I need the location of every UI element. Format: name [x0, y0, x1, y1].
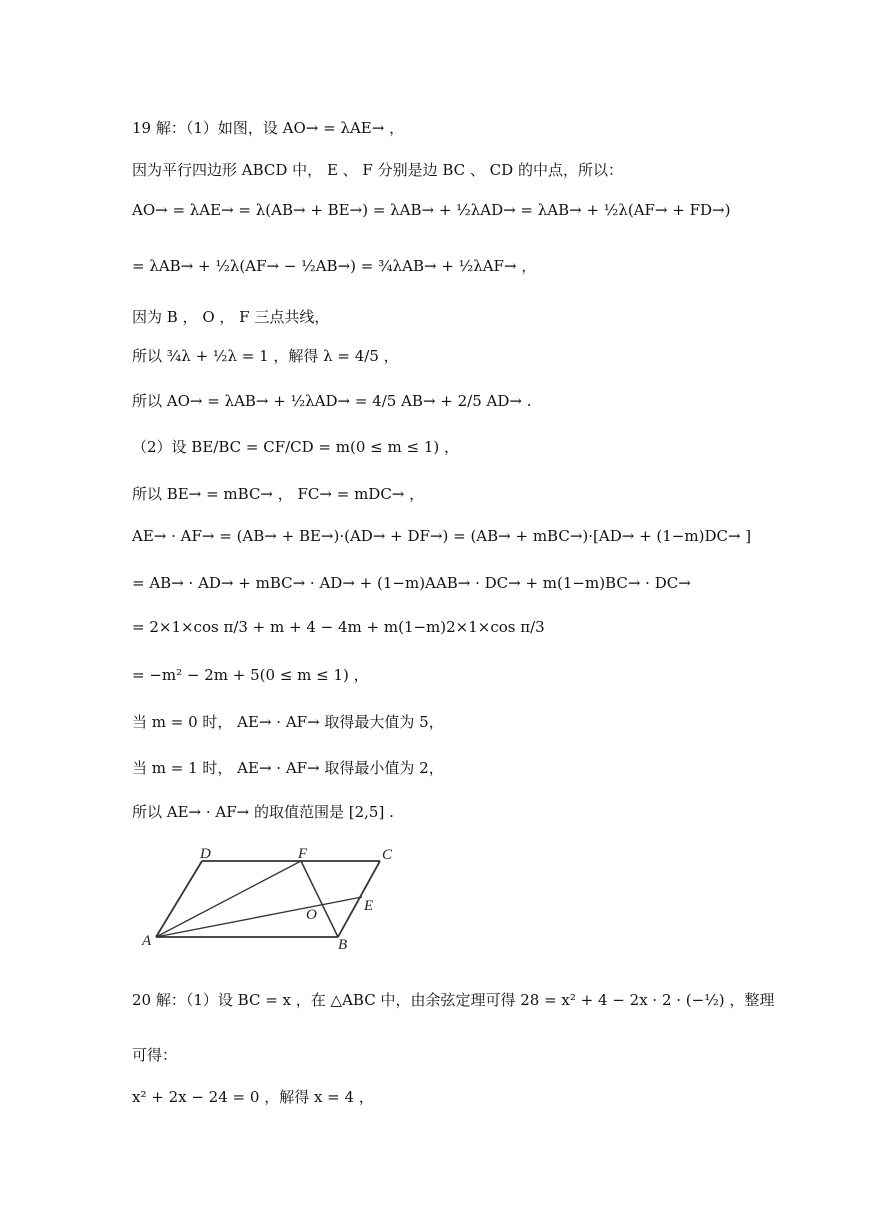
text-line: 可得：	[132, 1046, 178, 1064]
segment-AE	[156, 897, 362, 937]
text-line: 当 m = 0 时， AE→ · AF→ 取得最大值为 5，	[132, 713, 444, 731]
text-line: 所以 AE→ · AF→ 的取值范围是 [2,5] .	[132, 803, 394, 821]
text-line: 所以 ¾λ + ½λ = 1 ，解得 λ = 4/5 ，	[132, 347, 399, 365]
text-line: 因为 B ， O ， F 三点共线，	[132, 308, 330, 326]
text-line: 20 解：（1）设 BC = x ，在 △ABC 中，由余弦定理可得 28 = x² + 4 − 2x · 2 · (−½) ，整理	[132, 991, 775, 1009]
side-BC	[338, 861, 380, 937]
text-line: = λAB→ + ½λ(AF→ − ½AB→) = ¾λAB→ + ½λAF→ ，	[132, 257, 537, 275]
text-line: = 2×1×cos π/3 + m + 4 − 4m + m(1−m)2×1×cos π/3	[132, 618, 545, 636]
text-line: 所以 AO→ = λAB→ + ½λAD→ = 4/5 AB→ + 2/5 AD→ .	[132, 392, 532, 410]
text-line: AE→ · AF→ = (AB→ + BE→)·(AD→ + DF→) = (AB→ + mBC→)·[AD→ + (1−m)DC→ ]	[132, 527, 752, 545]
text-line: 19 解：（1）如图，设 AO→ = λAE→ ，	[132, 119, 405, 137]
label-E: E	[364, 898, 374, 914]
text-line: = AB→ · AD→ + mBC→ · AD→ + (1−m)AAB→ · DC→ + m(1−m)BC→ · DC→	[132, 574, 691, 592]
label-F: F	[298, 846, 308, 862]
label-D: D	[200, 846, 211, 862]
segment-FB	[301, 861, 338, 937]
label-O: O	[306, 907, 317, 923]
text-line: 所以 BE→ = mBC→ ， FC→ = mDC→ ，	[132, 485, 425, 503]
parallelogram-figure	[140, 845, 410, 955]
text-line: （2）设 BE/BC = CF/CD = m(0 ≤ m ≤ 1) ，	[132, 438, 459, 456]
segment-AF	[156, 861, 301, 937]
text-line: 当 m = 1 时， AE→ · AF→ 取得最小值为 2，	[132, 759, 444, 777]
text-line: 因为平行四边形 ABCD 中， E 、 F 分别是边 BC 、 CD 的中点，所以：	[132, 161, 623, 179]
label-B: B	[338, 937, 348, 953]
text-line: = −m² − 2m + 5(0 ≤ m ≤ 1) ，	[132, 666, 369, 684]
text-line: x² + 2x − 24 = 0 ，解得 x = 4 ，	[132, 1088, 374, 1106]
label-A: A	[142, 933, 152, 949]
text-line: AO→ = λAE→ = λ(AB→ + BE→) = λAB→ + ½λAD→ = λAB→ + ½λ(AF→ + FD→)	[132, 201, 731, 219]
label-C: C	[382, 847, 393, 863]
